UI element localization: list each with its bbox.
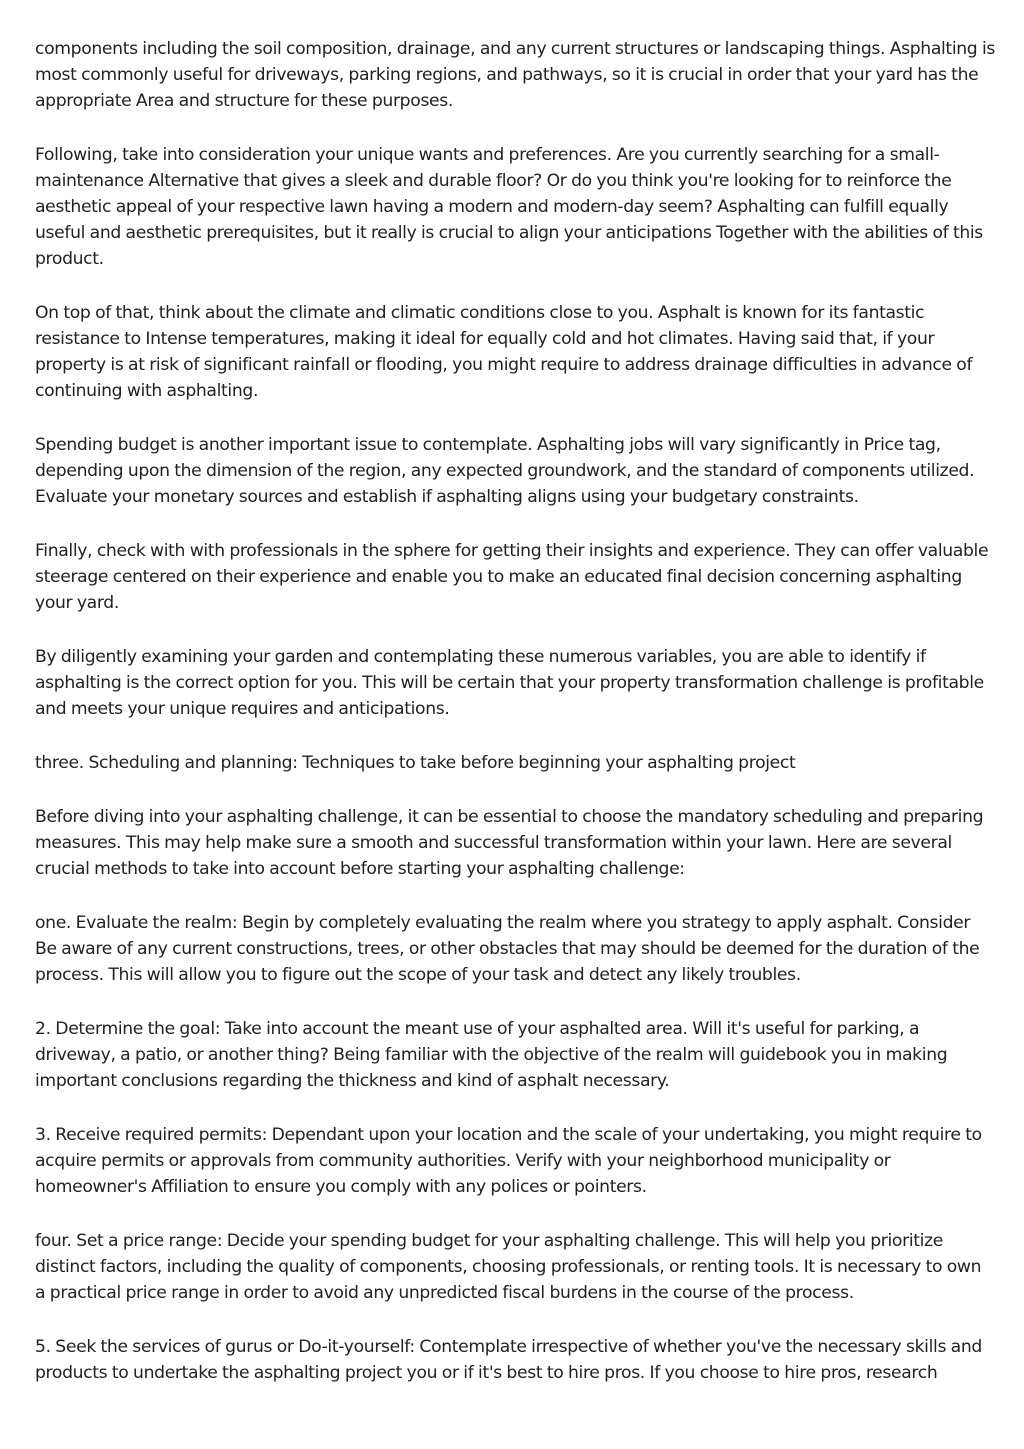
list-item-evaluate-area: one. Evaluate the realm: Begin by completely evaluating the realm where you strategy to apply asphalt. Consider Be aware of any current constructions, trees, or other obstacles that may should be deemed for the duration of the process. This will allow you to figure out the scope of your task and detect any likely troubles. — [35, 913, 980, 985]
paragraph-site-suitability: components including the soil composition, drainage, and any current structures or landscaping things. Asphalting is most commonly useful for driveways, parking regions, and pathways, so it is crucial in order that your yard has the appropriate Area and structure for these purposes. — [35, 39, 995, 111]
list-item-permits: 3. Receive required permits: Dependant upon your location and the scale of your undertaking, you might require to acquire permits or approvals from community authorities. Verify with your neighborhood municipality or homeowner's Affiliation to ensure you comply with any polices or pointers. — [35, 1125, 982, 1197]
paragraph-conclusion: By diligently examining your garden and contemplating these numerous variables, you are able to identify if asphalting is the correct option for you. This will be certain that your property transformation challenge is profitable and meets your unique requires and anticipations. — [35, 647, 984, 719]
document-page — [35, 36, 995, 1414]
section-heading-scheduling: three. Scheduling and planning: Techniques to take before beginning your asphalting project — [35, 753, 796, 773]
list-item-price-range: four. Set a price range: Decide your spending budget for your asphalting challenge. This will help you prioritize distinct factors, including the quality of components, choosing professionals, or renting tools. It is necessary to own a practical price range in order to avoid any unpredicted fiscal burdens in the course of the process. — [35, 1231, 982, 1303]
paragraph-wants-preferences: Following, take into consideration your unique wants and preferences. Are you currently searching for a small-maintenance Alternative that gives a sleek and durable floor? Or do you think you're looking for to reinforce the aesthetic appeal of your respective lawn having a modern and modern-day seem? Asphalting can fulfill equally useful and aesthetic prerequisites, but it really is crucial to align your anticipations Together with the abilities of this product. — [35, 145, 983, 269]
paragraph-climate: On top of that, think about the climate and climatic conditions close to you. Asphalt is known for its fantastic resistance to Intense temperatures, making it ideal for equally cold and hot climates. Having said that, if your property is at risk of significant rainfall or flooding, you might require to address drainage difficulties in advance of continuing with asphalting. — [35, 303, 973, 401]
paragraph-scheduling-intro: Before diving into your asphalting challenge, it can be essential to choose the mandatory scheduling and preparing measures. This may help make sure a smooth and successful transformation within your lawn. Here are several crucial methods to take into account before starting your asphalting challenge: — [35, 807, 984, 879]
list-item-determine-goal: 2. Determine the goal: Take into account the meant use of your asphalted area. Will it's useful for parking, a driveway, a patio, or another thing? Being familiar with the objective of the realm will guidebook you in making important conclusions regarding the thickness and kind of asphalt necessary. — [35, 1019, 948, 1091]
paragraph-consult-professionals: Finally, check with with professionals in the sphere for getting their insights and experience. They can offer valuable steerage centered on their experience and enable you to make an educated final decision concerning asphalting your yard. — [35, 541, 989, 613]
paragraph-budget: Spending budget is another important issue to contemplate. Asphalting jobs will vary significantly in Price tag, depending upon the dimension of the region, any expected groundwork, and the standard of components utilized. Evaluate your monetary sources and establish if asphalting aligns using your budgetary constraints. — [35, 435, 975, 507]
list-item-hire-or-diy: 5. Seek the services of gurus or Do-it-yourself: Contemplate irrespective of whether you've the necessary skills and products to undertake the asphalting project you or if it's best to hire pros. If you choose to hire pros, research — [35, 1337, 982, 1383]
